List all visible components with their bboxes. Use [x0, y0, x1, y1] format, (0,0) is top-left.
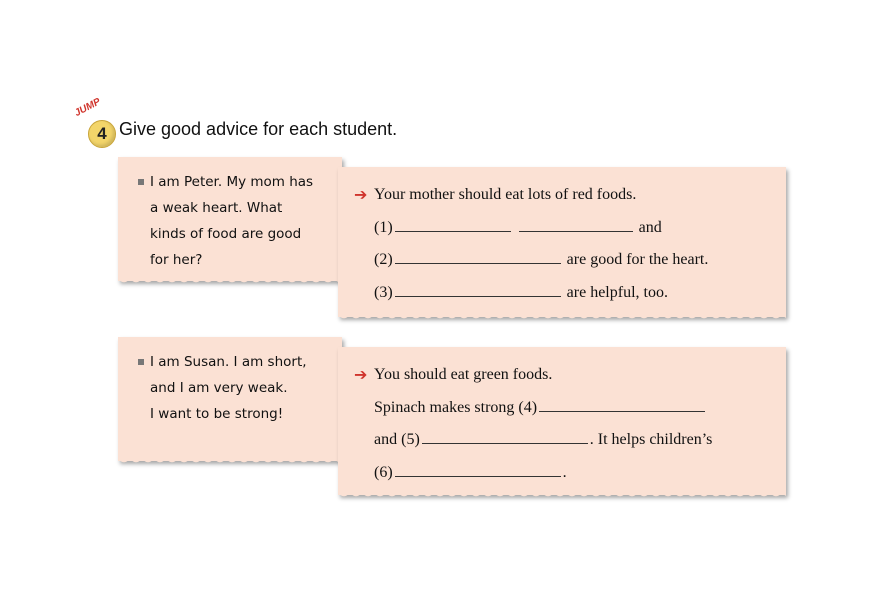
blank-number: (5) [401, 431, 420, 448]
advice-intro: Your mother should eat lots of red foods. [374, 186, 637, 203]
student-text-line: I am Susan. I am short, [150, 354, 307, 370]
blank-number: (4) [518, 398, 538, 416]
advice-card-peter [338, 167, 786, 317]
blank-number: (6) [374, 463, 393, 481]
instruction-text: Give good advice for each student. [119, 119, 398, 139]
answer-blank-1b[interactable] [519, 213, 633, 232]
right-arrow-icon: ➔ [354, 185, 368, 204]
advice-card-susan [338, 347, 786, 495]
student-card-peter [118, 157, 342, 281]
advice-line-6 [374, 457, 772, 490]
student-text-line: a weak heart. What [150, 200, 283, 216]
advice-line-4 [374, 392, 772, 425]
right-arrow-icon: ➔ [354, 365, 368, 384]
advice-text: Spinach makes strong [374, 398, 515, 416]
square-bullet-icon [138, 359, 144, 365]
student-text-line: and I am very weak. [150, 380, 288, 396]
advice-text: . It helps children’s [589, 431, 713, 448]
student-text-line: for her? [150, 252, 203, 268]
student-card-susan [118, 337, 342, 461]
advice-text: . [562, 463, 567, 481]
blank-number: (1) [374, 218, 393, 236]
answer-blank-4[interactable] [539, 393, 705, 412]
answer-blank-1a[interactable] [395, 213, 511, 232]
advice-intro: You should eat green foods. [374, 366, 553, 383]
blank-number: (2) [374, 251, 393, 268]
jump-label: JUMP [72, 96, 103, 119]
advice-text: are good for the heart. [566, 251, 709, 268]
student-text-line: I want to be strong! [150, 406, 284, 422]
advice-text: and [374, 431, 398, 448]
student-text-line: kinds of food are good [150, 226, 302, 242]
square-bullet-icon [138, 179, 144, 185]
exercise-header [72, 96, 476, 152]
answer-blank-2[interactable] [395, 245, 561, 264]
advice-text: and [638, 218, 662, 236]
advice-line-3 [374, 277, 772, 310]
advice-line-5 [374, 424, 772, 457]
blank-number: (3) [374, 283, 393, 301]
answer-blank-5[interactable] [422, 425, 588, 444]
advice-line-2 [374, 244, 772, 277]
advice-text: are helpful, too. [566, 283, 668, 301]
student-text-line: I am Peter. My mom has [150, 174, 314, 190]
advice-line-1 [374, 212, 772, 245]
answer-blank-3[interactable] [395, 278, 561, 297]
exercise-number-badge: 4 [88, 120, 116, 148]
answer-blank-6[interactable] [395, 458, 561, 477]
